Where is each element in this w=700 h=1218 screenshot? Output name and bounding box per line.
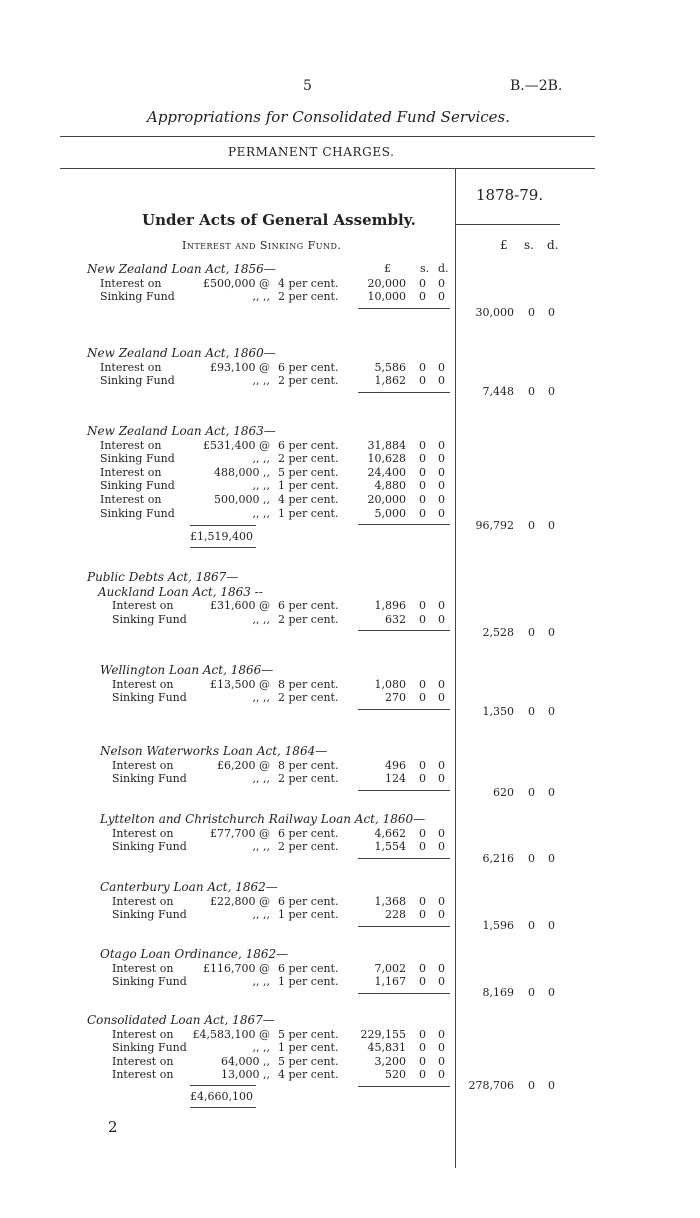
row-rate: 2 per cent.	[278, 691, 339, 705]
subtotal-rule	[358, 926, 450, 927]
row-rate: 6 per cent.	[278, 599, 339, 613]
row-pounds: 10,628	[367, 452, 406, 466]
row-principal: ,, ,,	[252, 290, 270, 304]
row-principal: ,, ,,	[252, 1041, 270, 1055]
row-principal: £116,700 @	[203, 961, 270, 975]
row-label: Interest on	[112, 1027, 174, 1041]
row-pounds: 7,002	[374, 961, 406, 975]
year-total-shillings: 0	[528, 852, 535, 865]
row-shillings: 0	[419, 506, 426, 520]
row-rate: 2 per cent.	[278, 374, 339, 388]
row-pence: 0	[438, 772, 445, 786]
row-label: Sinking Fund	[112, 612, 187, 626]
row-label: Interest on	[112, 677, 174, 691]
row-label: Interest on	[100, 493, 162, 506]
row-rate: 8 per cent.	[278, 758, 339, 772]
row-pence: 0	[438, 493, 445, 506]
row-label: Sinking Fund	[112, 908, 187, 922]
principal-total: £1,519,400	[190, 530, 253, 543]
row-pence: 0	[438, 290, 445, 304]
subtotal-rule	[358, 524, 450, 525]
row-label: Interest on	[100, 276, 162, 290]
row-pence: 0	[438, 840, 445, 854]
document-reference: B.—2B.	[510, 78, 563, 94]
page-number: 5	[303, 78, 312, 94]
year-total-pence: 0	[548, 705, 555, 718]
row-principal: £4,583,100 @	[192, 1027, 270, 1041]
subtotal-rule	[358, 392, 450, 393]
row-label: Interest on	[112, 758, 174, 772]
row-pounds: 5,000	[374, 506, 406, 520]
row-principal: £500,000 @	[203, 276, 270, 290]
row-shillings: 0	[419, 290, 426, 304]
row-shillings: 0	[419, 1068, 426, 1082]
row-shillings: 0	[419, 479, 426, 493]
subtotal-rule	[358, 308, 450, 309]
row-principal: ,, ,,	[252, 506, 270, 520]
year-total-pounds: 8,169	[482, 986, 514, 999]
pound-col-header: £	[384, 262, 391, 275]
year-total-pence: 0	[548, 852, 555, 865]
act-title: Otago Loan Ordinance, 1862—	[100, 947, 289, 961]
row-shillings: 0	[419, 826, 426, 840]
year-pence-header: d.	[547, 238, 559, 252]
pence-col-header: d.	[438, 262, 449, 275]
row-shillings: 0	[419, 276, 426, 290]
year-total-pence: 0	[548, 919, 555, 932]
row-pounds: 496	[385, 758, 406, 772]
row-shillings: 0	[419, 465, 426, 479]
year-total-pence: 0	[548, 986, 555, 999]
row-pounds: 632	[385, 612, 406, 626]
row-pence: 0	[438, 479, 445, 493]
year-total-shillings: 0	[528, 1079, 535, 1092]
row-pounds: 5,586	[374, 360, 406, 374]
row-shillings: 0	[419, 975, 426, 989]
row-pounds: 4,880	[374, 479, 406, 493]
row-pence: 0	[438, 438, 445, 452]
row-rate: 2 per cent.	[278, 612, 339, 626]
row-label: Sinking Fund	[112, 840, 187, 854]
row-pence: 0	[438, 826, 445, 840]
row-rate: 6 per cent.	[278, 894, 339, 908]
row-rate: 5 per cent.	[278, 1027, 339, 1041]
row-principal: 13,000 ,,	[221, 1068, 270, 1082]
row-pounds: 3,200	[374, 1054, 406, 1068]
year-total-pounds: 2,528	[482, 626, 514, 639]
row-pounds: 20,000	[367, 276, 406, 290]
row-pounds: 24,400	[367, 465, 406, 479]
act-title: Lyttelton and Christchurch Railway Loan Act, 1860—	[100, 812, 426, 826]
row-pence: 0	[438, 465, 445, 479]
year-shilling-header: s.	[524, 238, 534, 252]
row-label: Interest on	[112, 1068, 174, 1082]
year-total-pounds: 6,216	[482, 852, 514, 865]
row-pounds: 31,884	[367, 438, 406, 452]
row-pence: 0	[438, 612, 445, 626]
row-pence: 0	[438, 677, 445, 691]
row-principal: ,, ,,	[252, 975, 270, 989]
subtotal-rule	[358, 790, 450, 791]
year-total-shillings: 0	[528, 705, 535, 718]
row-pence: 0	[438, 374, 445, 388]
row-label: Sinking Fund	[112, 772, 187, 786]
row-rate: 1 per cent.	[278, 479, 339, 493]
row-rate: 2 per cent.	[278, 772, 339, 786]
principal-total: £4,660,100	[190, 1090, 253, 1103]
year-pound-header: £	[500, 238, 508, 252]
row-pence: 0	[438, 452, 445, 466]
row-shillings: 0	[419, 1041, 426, 1055]
row-principal: ,, ,,	[252, 908, 270, 922]
year-total-shillings: 0	[528, 519, 535, 532]
year-total-pounds: 1,350	[482, 705, 514, 718]
row-rate: 5 per cent.	[278, 1054, 339, 1068]
act-subtitle: Auckland Loan Act, 1863 --	[98, 584, 263, 599]
row-pence: 0	[438, 1068, 445, 1082]
row-rate: 6 per cent.	[278, 961, 339, 975]
row-shillings: 0	[419, 840, 426, 854]
row-label: Interest on	[112, 1054, 174, 1068]
subtotal-rule	[358, 1086, 450, 1087]
act-title: New Zealand Loan Act, 1860—	[87, 346, 276, 360]
rule	[456, 224, 560, 225]
row-label: Interest on	[100, 438, 162, 452]
row-pounds: 229,155	[360, 1027, 406, 1041]
row-pounds: 520	[385, 1068, 406, 1082]
row-shillings: 0	[419, 360, 426, 374]
row-pounds: 1,167	[374, 975, 406, 989]
row-pounds: 228	[385, 908, 406, 922]
act-title: Public Debts Act, 1867—	[87, 570, 239, 584]
row-rate: 4 per cent.	[278, 493, 339, 506]
row-pounds: 20,000	[367, 493, 406, 506]
row-pence: 0	[438, 276, 445, 290]
row-shillings: 0	[419, 894, 426, 908]
row-label: Interest on	[100, 360, 162, 374]
row-label: Sinking Fund	[100, 374, 175, 388]
row-pounds: 124	[385, 772, 406, 786]
row-principal: 488,000 ,,	[214, 465, 270, 479]
year-total-pence: 0	[548, 786, 555, 799]
row-rate: 4 per cent.	[278, 1068, 339, 1082]
subtotal-rule	[358, 630, 450, 631]
principal-rule	[190, 525, 256, 526]
row-label: Sinking Fund	[112, 691, 187, 705]
row-principal: ,, ,,	[252, 840, 270, 854]
row-shillings: 0	[419, 908, 426, 922]
year-total-pounds: 7,448	[482, 385, 514, 398]
row-principal: ,, ,,	[252, 772, 270, 786]
row-pounds: 45,831	[367, 1041, 406, 1055]
year-total-shillings: 0	[528, 626, 535, 639]
year-total-pence: 0	[548, 519, 555, 532]
row-pence: 0	[438, 691, 445, 705]
row-pence: 0	[438, 506, 445, 520]
row-rate: 1 per cent.	[278, 506, 339, 520]
row-principal: £93,100 @	[210, 360, 270, 374]
year-total-pence: 0	[548, 306, 555, 319]
row-pence: 0	[438, 908, 445, 922]
row-pence: 0	[438, 975, 445, 989]
subtotal-rule	[358, 709, 450, 710]
row-pounds: 10,000	[367, 290, 406, 304]
row-pounds: 1,554	[374, 840, 406, 854]
row-principal: £531,400 @	[203, 438, 270, 452]
year-total-pence: 0	[548, 626, 555, 639]
row-rate: 2 per cent.	[278, 840, 339, 854]
row-label: Interest on	[112, 894, 174, 908]
act-title: Canterbury Loan Act, 1862—	[100, 880, 278, 894]
row-rate: 1 per cent.	[278, 908, 339, 922]
page-title: Appropriations for Consolidated Fund Services.	[147, 108, 511, 126]
year-total-pounds: 278,706	[468, 1079, 514, 1092]
row-principal: £31,600 @	[210, 599, 270, 613]
row-label: Sinking Fund	[100, 290, 175, 304]
row-rate: 2 per cent.	[278, 452, 339, 466]
year-total-pounds: 30,000	[475, 306, 514, 319]
row-shillings: 0	[419, 452, 426, 466]
row-shillings: 0	[419, 599, 426, 613]
row-pounds: 4,662	[374, 826, 406, 840]
row-label: Interest on	[112, 826, 174, 840]
row-rate: 6 per cent.	[278, 826, 339, 840]
row-principal: ,, ,,	[252, 612, 270, 626]
act-title: Nelson Waterworks Loan Act, 1864—	[100, 744, 328, 758]
subtotal-rule	[358, 993, 450, 994]
row-principal: 500,000 ,,	[214, 493, 270, 506]
row-label: Sinking Fund	[100, 452, 175, 466]
row-label: Sinking Fund	[100, 479, 175, 493]
row-principal: ,, ,,	[252, 374, 270, 388]
row-pence: 0	[438, 1027, 445, 1041]
row-pence: 0	[438, 1041, 445, 1055]
year-total-pence: 0	[548, 1079, 555, 1092]
row-rate: 6 per cent.	[278, 438, 339, 452]
row-pence: 0	[438, 894, 445, 908]
row-shillings: 0	[419, 1027, 426, 1041]
row-rate: 8 per cent.	[278, 677, 339, 691]
row-label: Sinking Fund	[100, 506, 175, 520]
row-label: Sinking Fund	[112, 1041, 187, 1055]
year-total-shillings: 0	[528, 986, 535, 999]
row-shillings: 0	[419, 691, 426, 705]
row-rate: 1 per cent.	[278, 975, 339, 989]
row-rate: 6 per cent.	[278, 360, 339, 374]
principal-rule	[190, 547, 256, 548]
signature-mark: 2	[108, 1118, 118, 1136]
row-pence: 0	[438, 1054, 445, 1068]
row-label: Sinking Fund	[112, 975, 187, 989]
year-total-shillings: 0	[528, 919, 535, 932]
row-pence: 0	[438, 961, 445, 975]
section-subtitle: Interest and Sinking Fund.	[182, 239, 342, 252]
row-principal: £13,500 @	[210, 677, 270, 691]
row-pounds: 1,080	[374, 677, 406, 691]
row-principal: £22,800 @	[210, 894, 270, 908]
row-principal: ,, ,,	[252, 479, 270, 493]
permanent-charges-heading: PERMANENT CHARGES.	[228, 145, 395, 159]
row-principal: ,, ,,	[252, 691, 270, 705]
row-pounds: 270	[385, 691, 406, 705]
row-pence: 0	[438, 758, 445, 772]
row-shillings: 0	[419, 493, 426, 506]
row-shillings: 0	[419, 677, 426, 691]
year-total-pounds: 1,596	[482, 919, 514, 932]
act-title: Wellington Loan Act, 1866—	[100, 663, 274, 677]
row-label: Interest on	[100, 465, 162, 479]
row-rate: 1 per cent.	[278, 1041, 339, 1055]
row-shillings: 0	[419, 612, 426, 626]
year-total-shillings: 0	[528, 786, 535, 799]
principal-rule	[190, 1085, 256, 1086]
row-label: Interest on	[112, 961, 174, 975]
row-rate: 5 per cent.	[278, 465, 339, 479]
row-label: Interest on	[112, 599, 174, 613]
shilling-col-header: s.	[420, 262, 430, 275]
subtotal-rule	[358, 858, 450, 859]
year-total-shillings: 0	[528, 385, 535, 398]
row-principal: ,, ,,	[252, 452, 270, 466]
row-pounds: 1,368	[374, 894, 406, 908]
row-pence: 0	[438, 599, 445, 613]
row-rate: 4 per cent.	[278, 276, 339, 290]
year-total-pounds: 620	[493, 786, 514, 799]
row-shillings: 0	[419, 961, 426, 975]
act-title: New Zealand Loan Act, 1856—	[87, 262, 276, 276]
year-total-pence: 0	[548, 385, 555, 398]
act-title: New Zealand Loan Act, 1863—	[87, 424, 276, 438]
section-title: Under Acts of General Assembly.	[142, 211, 416, 229]
row-pounds: 1,862	[374, 374, 406, 388]
act-title: Consolidated Loan Act, 1867—	[87, 1013, 275, 1027]
row-shillings: 0	[419, 1054, 426, 1068]
year-total-shillings: 0	[528, 306, 535, 319]
year-total-pounds: 96,792	[475, 519, 514, 532]
row-principal: £6,200 @	[217, 758, 270, 772]
row-pence: 0	[438, 360, 445, 374]
row-shillings: 0	[419, 438, 426, 452]
row-shillings: 0	[419, 772, 426, 786]
principal-rule	[190, 1107, 256, 1108]
rule	[60, 168, 595, 169]
rule	[60, 136, 595, 137]
row-principal: £77,700 @	[210, 826, 270, 840]
column-divider	[455, 168, 456, 1168]
year-heading: 1878-79.	[476, 186, 544, 204]
row-pounds: 1,896	[374, 599, 406, 613]
row-shillings: 0	[419, 758, 426, 772]
row-rate: 2 per cent.	[278, 290, 339, 304]
row-shillings: 0	[419, 374, 426, 388]
row-principal: 64,000 ,,	[221, 1054, 270, 1068]
